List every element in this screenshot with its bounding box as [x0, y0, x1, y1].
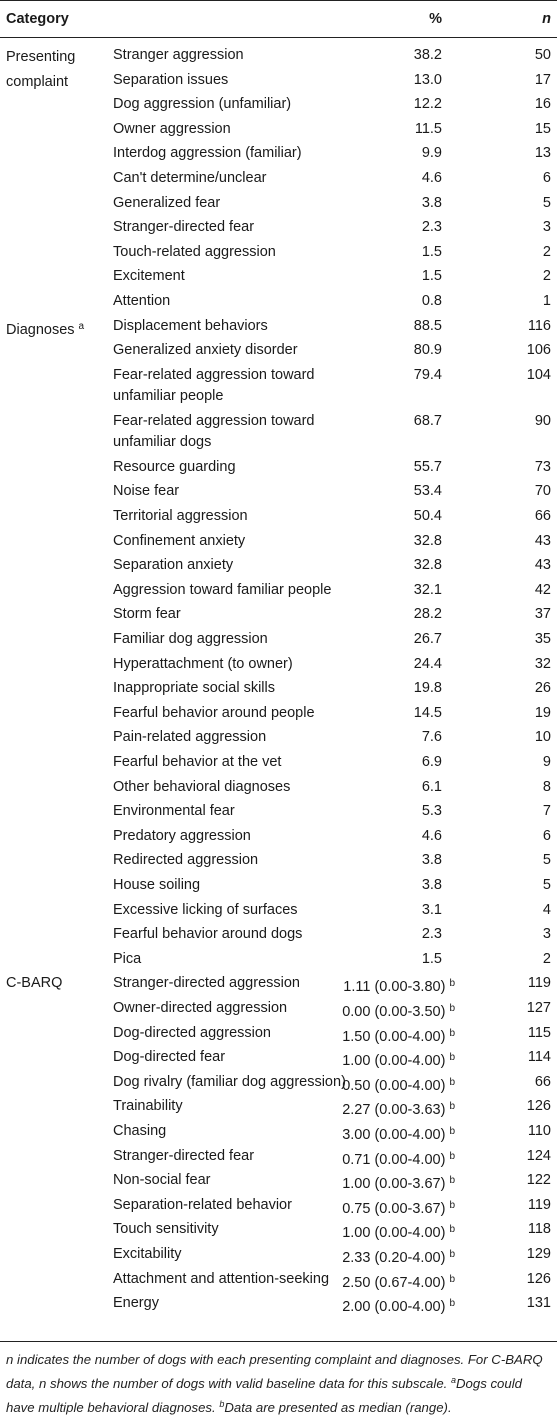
- n-value: 127: [526, 1000, 551, 1016]
- item-label: Generalized fear: [113, 194, 221, 211]
- n-value: 90: [534, 412, 551, 429]
- percent-text: 79.4: [413, 366, 442, 383]
- n-value: 16: [534, 96, 551, 113]
- percent-value: [414, 580, 442, 601]
- n-value: 8: [542, 778, 551, 795]
- n-value: 106: [526, 342, 551, 359]
- item-label: Resource guarding: [113, 458, 236, 475]
- item-label: Environmental fear: [113, 803, 235, 820]
- footnote-n-var2: n: [39, 1376, 47, 1391]
- footnote-n-var: n: [6, 1352, 14, 1367]
- item-label: Non-social fear: [113, 1172, 211, 1189]
- n-value: 42: [534, 581, 551, 598]
- item-label: Owner-directed aggression: [113, 1000, 288, 1016]
- percent-text: 13.0: [413, 71, 442, 88]
- n-value: 17: [534, 71, 551, 88]
- percent-text: 5.3: [421, 803, 442, 820]
- percent-value: [414, 629, 442, 650]
- percent-value: [342, 1146, 455, 1171]
- percent-value: [422, 193, 442, 214]
- percent-value: [422, 168, 442, 189]
- percent-text: 3.8: [421, 194, 442, 211]
- item-label: Hyperattachment (to owner): [113, 655, 293, 672]
- n-value: 131: [526, 1295, 551, 1312]
- percent-value: [422, 826, 442, 847]
- percent-value: [422, 217, 442, 238]
- n-value: 116: [527, 317, 551, 334]
- percent-text: 88.5: [413, 317, 442, 334]
- percent-value: [414, 481, 442, 502]
- item-label: Separation issues: [113, 71, 229, 88]
- item-label: Confinement anxiety: [113, 532, 246, 549]
- item-label: Pica: [113, 950, 142, 967]
- percent-value: [343, 973, 455, 998]
- item-label: Territorial aggression: [113, 508, 248, 524]
- item-label: [113, 365, 315, 407]
- percent-text: 9.9: [421, 145, 442, 162]
- percent-text: 80.9: [413, 342, 442, 359]
- item-label: Displacement behaviors: [113, 317, 268, 334]
- percent-value: [342, 1121, 455, 1146]
- item-label: Stranger-directed fear: [113, 1147, 255, 1164]
- n-value: 7: [542, 803, 551, 820]
- item-label: Dog rivalry (familiar dog aggression): [113, 1073, 346, 1090]
- header-n: n: [542, 11, 551, 27]
- percent-text: 19.8: [413, 680, 442, 697]
- percent-value: [422, 242, 442, 263]
- item-label: Pain-related aggression: [113, 729, 267, 746]
- category-label-line: Diagnoses: [6, 321, 75, 338]
- item-label: Owner aggression: [113, 120, 231, 137]
- value-sup: b: [449, 1224, 455, 1236]
- n-value: 2: [542, 268, 551, 285]
- item-label: Fearful behavior around dogs: [113, 926, 303, 943]
- percent-text: 1.11 (0.00-3.80): [343, 979, 446, 996]
- value-sup: b: [449, 978, 455, 990]
- item-label: Aggression toward familiar people: [113, 581, 332, 598]
- percent-text: 53.4: [413, 483, 442, 500]
- n-value: 2: [542, 950, 551, 967]
- percent-text: 1.50 (0.00-4.00): [342, 1028, 446, 1045]
- percent-text: 3.8: [421, 877, 442, 893]
- item-label: Predatory aggression: [113, 827, 251, 844]
- percent-text: 0.75 (0.00-3.67): [342, 1200, 446, 1217]
- percent-text: 38.2: [413, 47, 442, 63]
- value-sup: b: [449, 1126, 455, 1137]
- n-value: 104: [526, 366, 551, 383]
- percent-text: 2.33 (0.20-4.00): [342, 1250, 446, 1266]
- n-value: 5: [542, 852, 551, 869]
- value-sup: b: [449, 1003, 455, 1014]
- n-value: 70: [534, 483, 551, 500]
- n-value: 6: [542, 827, 551, 844]
- percent-text: 3.8: [421, 852, 442, 869]
- header-category: Category: [6, 11, 69, 27]
- footnote-part3: Dogs could have multiple behavioral diagnoses.: [6, 1376, 522, 1415]
- percent-value: [414, 411, 442, 432]
- percent-text: 32.8: [413, 532, 442, 549]
- percent-text: 1.00 (0.00-4.00): [342, 1225, 446, 1242]
- n-value: 66: [534, 508, 551, 524]
- percent-text: 4.6: [421, 170, 442, 186]
- item-label: Attention: [113, 293, 171, 309]
- percent-text: 50.4: [413, 508, 442, 524]
- item-label: [113, 411, 315, 453]
- percent-value: [422, 291, 442, 312]
- percent-value: [414, 604, 442, 625]
- item-label: Fearful behavior around people: [113, 704, 315, 721]
- percent-text: 55.7: [413, 458, 442, 475]
- item-label: Trainability: [113, 1098, 183, 1115]
- category-label: [6, 316, 84, 343]
- n-value: 66: [534, 1073, 551, 1090]
- percent-value: [414, 340, 442, 361]
- percent-text: 32.8: [413, 557, 442, 574]
- value-sup: b: [449, 1027, 455, 1039]
- n-value: 119: [527, 1196, 551, 1213]
- n-value: 50: [534, 47, 551, 63]
- percent-text: 2.3: [421, 926, 442, 943]
- n-value: 43: [534, 557, 551, 574]
- percent-value: [342, 1072, 455, 1097]
- percent-value: [422, 850, 442, 871]
- footnote-part1: indicates the number of dogs with each presenting complaint and diagnoses. For C-BARQ data,: [6, 1352, 543, 1391]
- item-label-line: unfamiliar dogs: [113, 433, 212, 450]
- value-sup: b: [449, 1101, 455, 1113]
- value-sup: b: [449, 1298, 455, 1310]
- percent-text: 0.50 (0.00-4.00): [342, 1077, 446, 1094]
- percent-value: [342, 1293, 455, 1318]
- table-header: [0, 0, 557, 38]
- percent-text: 6.9: [421, 754, 442, 770]
- percent-text: 6.1: [421, 778, 442, 795]
- category-label-line: Presenting: [6, 49, 76, 65]
- percent-value: [342, 1219, 455, 1244]
- item-label: Noise fear: [113, 483, 180, 500]
- item-label: Stranger aggression: [113, 47, 244, 63]
- table-footnote: [6, 1349, 551, 1418]
- item-label: Energy: [113, 1295, 159, 1312]
- percent-text: 1.00 (0.00-3.67): [342, 1176, 446, 1193]
- percent-text: 12.2: [413, 96, 442, 113]
- item-label: Interdog aggression (familiar): [113, 145, 302, 162]
- percent-value: [342, 1195, 455, 1220]
- item-label: Storm fear: [113, 606, 181, 623]
- value-sup: b: [449, 1175, 455, 1187]
- percent-value: [342, 1023, 455, 1048]
- percent-value: [414, 654, 442, 675]
- item-label-line: Fear-related aggression toward: [113, 366, 315, 383]
- category-label: [6, 973, 62, 994]
- category-label: [6, 45, 75, 95]
- percent-value: [414, 555, 442, 576]
- item-label: Dog-directed fear: [113, 1049, 226, 1066]
- percent-value: [342, 1096, 455, 1121]
- n-value: 5: [542, 194, 551, 211]
- percent-value: [414, 45, 442, 66]
- percent-text: 0.8: [421, 293, 442, 309]
- value-sup: b: [449, 1150, 455, 1162]
- n-value: 32: [534, 655, 551, 672]
- percent-text: 3.00 (0.00-4.00): [342, 1127, 446, 1143]
- item-label: Fearful behavior at the vet: [113, 754, 282, 770]
- percent-text: 1.5: [421, 268, 442, 285]
- n-value: 118: [527, 1221, 551, 1238]
- footnote-part4: Data are presented as median (range).: [224, 1400, 452, 1415]
- n-value: 122: [526, 1172, 551, 1189]
- percent-value: [422, 143, 442, 164]
- n-value: 26: [534, 680, 551, 697]
- percent-value: [422, 801, 442, 822]
- n-value: 3: [542, 219, 551, 236]
- percent-text: 26.7: [413, 631, 442, 647]
- item-label: Can't determine/unclear: [113, 170, 267, 186]
- percent-value: [414, 94, 442, 115]
- n-value: 9: [542, 754, 551, 770]
- n-value: 35: [534, 631, 551, 647]
- percent-value: [422, 924, 442, 945]
- percent-text: 11.5: [414, 120, 442, 137]
- percent-value: [414, 678, 442, 699]
- value-sup: b: [449, 1249, 455, 1260]
- n-value: 126: [526, 1270, 551, 1287]
- item-label: House soiling: [113, 877, 201, 893]
- percent-value: [422, 752, 442, 773]
- footnote-sup-a: a: [450, 1375, 456, 1385]
- percent-text: 32.1: [413, 581, 442, 598]
- category-sup: a: [78, 320, 85, 332]
- percent-value: [414, 703, 442, 724]
- item-label: Other behavioral diagnoses: [113, 778, 291, 795]
- item-label: Dog aggression (unfamiliar): [113, 96, 292, 113]
- percent-value: [342, 1244, 455, 1269]
- percent-text: 0.71 (0.00-4.00): [342, 1151, 446, 1168]
- percent-value: [422, 875, 442, 896]
- percent-text: 2.3: [421, 219, 442, 236]
- n-value: 2: [542, 243, 551, 260]
- percent-value: [422, 266, 442, 287]
- header-percent: %: [429, 11, 442, 27]
- item-label: Excitement: [113, 268, 185, 285]
- item-label: Excitability: [113, 1246, 182, 1262]
- percent-value: [414, 531, 442, 552]
- percent-text: 1.5: [421, 950, 442, 967]
- item-label: Familiar dog aggression: [113, 631, 268, 647]
- n-value: 1: [542, 293, 551, 309]
- percent-text: 68.7: [413, 412, 442, 429]
- n-value: 126: [526, 1098, 551, 1115]
- value-sup: b: [449, 1273, 455, 1285]
- percent-text: 0.00 (0.00-3.50): [342, 1004, 446, 1020]
- percent-text: 28.2: [413, 606, 442, 623]
- item-label: Excessive licking of surfaces: [113, 901, 298, 918]
- percent-text: 7.6: [421, 729, 442, 746]
- item-label: Separation-related behavior: [113, 1196, 292, 1213]
- value-sup: b: [449, 1199, 455, 1211]
- percent-text: 24.4: [413, 655, 442, 672]
- percent-value: [414, 316, 442, 337]
- percent-text: 1.5: [421, 243, 442, 260]
- percent-value: [422, 727, 442, 748]
- n-value: 6: [542, 170, 551, 186]
- n-value: 4: [542, 901, 551, 918]
- item-label: Attachment and attention-seeking: [113, 1270, 330, 1287]
- table-bottom-rule: [0, 1341, 557, 1342]
- item-label: Touch sensitivity: [113, 1221, 219, 1238]
- percent-value: [414, 70, 442, 91]
- percent-value: [342, 1047, 455, 1072]
- n-value: 129: [526, 1246, 551, 1262]
- percent-value: [342, 1269, 455, 1294]
- item-label: Chasing: [113, 1123, 167, 1139]
- n-value: 110: [527, 1123, 551, 1139]
- percent-value: [414, 457, 442, 478]
- percent-text: 14.5: [413, 704, 442, 721]
- n-value: 119: [527, 975, 551, 992]
- n-value: 5: [542, 877, 551, 893]
- n-value: 10: [534, 729, 551, 746]
- n-value: 43: [534, 532, 551, 549]
- footnote-sup-b: b: [219, 1399, 225, 1409]
- percent-text: 3.1: [421, 901, 442, 918]
- footnote-part2: shows the number of dogs with valid baseline data for this subscale.: [46, 1376, 451, 1391]
- n-value: 3: [542, 926, 551, 943]
- n-value: 114: [527, 1049, 551, 1066]
- value-sup: b: [449, 1052, 455, 1064]
- n-value: 37: [534, 606, 551, 623]
- percent-value: [414, 506, 442, 527]
- percent-text: 2.27 (0.00-3.63): [342, 1102, 446, 1119]
- item-label: Separation anxiety: [113, 557, 234, 574]
- n-value: 115: [527, 1024, 551, 1041]
- percent-value: [415, 119, 442, 140]
- percent-text: 2.50 (0.67-4.00): [342, 1274, 446, 1291]
- percent-value: [422, 777, 442, 798]
- percent-value: [422, 900, 442, 921]
- item-label: Stranger-directed fear: [113, 219, 255, 236]
- item-label: Inappropriate social skills: [113, 680, 275, 697]
- percent-value: [342, 998, 455, 1023]
- item-label: Generalized anxiety disorder: [113, 342, 298, 359]
- item-label: Dog-directed aggression: [113, 1024, 271, 1041]
- item-label: Redirected aggression: [113, 852, 259, 869]
- n-value: 13: [534, 145, 551, 162]
- n-value: 124: [526, 1147, 551, 1164]
- percent-text: 2.00 (0.00-4.00): [342, 1299, 446, 1316]
- category-label-line: complaint: [6, 74, 69, 90]
- value-sup: b: [449, 1076, 455, 1088]
- item-label-line: Fear-related aggression toward: [113, 412, 315, 429]
- category-label-wrap: [6, 316, 84, 343]
- percent-text: 1.00 (0.00-4.00): [342, 1053, 446, 1070]
- n-value: 15: [534, 120, 551, 137]
- item-label-line: unfamiliar people: [113, 387, 224, 404]
- percent-value: [414, 365, 442, 386]
- item-label: Stranger-directed aggression: [113, 975, 300, 992]
- category-label-line: C-BARQ: [6, 975, 63, 992]
- n-value: 73: [534, 458, 551, 475]
- percent-value: [342, 1170, 455, 1195]
- n-value: 19: [534, 704, 551, 721]
- percent-text: 4.6: [421, 827, 442, 844]
- item-label: Touch-related aggression: [113, 243, 276, 260]
- percent-value: [422, 949, 442, 970]
